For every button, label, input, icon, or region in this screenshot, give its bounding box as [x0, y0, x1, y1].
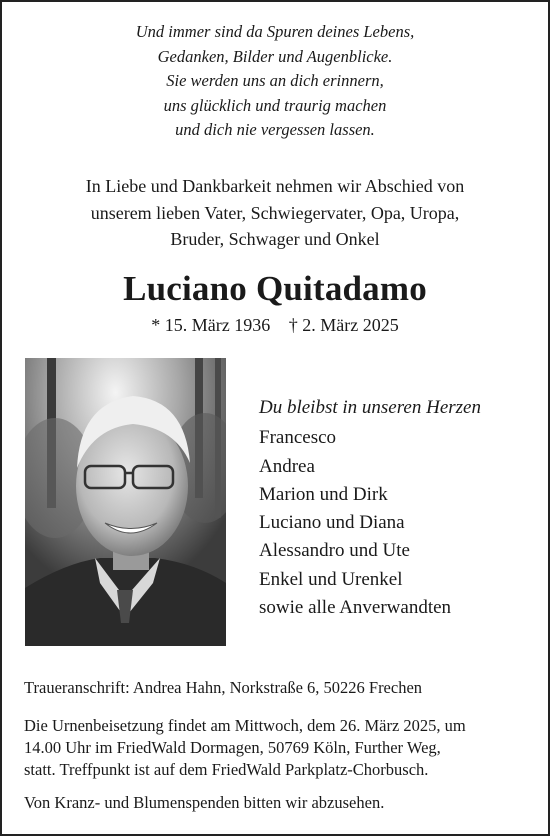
mourner-name: Alessandro und Ute: [259, 540, 410, 562]
mourner-name: Enkel und Urenkel: [259, 568, 403, 590]
urn-info-line: 14.00 Uhr im FriedWald Dormagen, 50769 Köln, Further Weg,: [24, 738, 441, 757]
urn-burial-info: [24, 715, 526, 781]
deceased-name: Luciano Quitadamo: [123, 269, 427, 308]
intro-line: unserem lieben Vater, Schwiegervater, Opa, Uropa,: [90, 202, 460, 223]
mourners-motto: Du bleibst in unseren Herzen: [259, 397, 481, 418]
mourner-name: Andrea: [259, 455, 315, 477]
birth-date: * 15. März 1936: [151, 315, 271, 335]
urn-info-line: statt. Treffpunkt ist auf dem FriedWald Parkplatz-Chorbusch.: [24, 760, 429, 779]
portrait-photo-illustration: [25, 358, 226, 646]
poem-line: Sie werden uns an dich erinnern,: [166, 71, 384, 90]
mourning-address: Traueranschrift: Andrea Hahn, Norkstraße 6, 50226 Frechen: [24, 678, 423, 697]
memorial-poem: [2, 20, 548, 143]
intro-line: In Liebe und Dankbarkeit nehmen wir Abschied von: [85, 176, 465, 196]
poem-line: Und immer sind da Spuren deines Lebens,: [135, 22, 415, 41]
mourners-list: [259, 394, 481, 622]
urn-info-line: Die Urnenbeisetzung findet am Mittwoch, dem 26. März 2025, um: [24, 716, 466, 735]
poem-line: Gedanken, Bilder und Augenblicke.: [157, 46, 393, 66]
life-dates: [2, 313, 548, 337]
farewell-intro: [2, 173, 548, 253]
poem-line: uns glücklich und traurig machen: [163, 95, 387, 115]
mourner-name: Marion und Dirk: [259, 483, 388, 505]
intro-line: Bruder, Schwager und Onkel: [170, 229, 380, 249]
flowers-request: Von Kranz- und Blumenspenden bitten wir abzusehen.: [24, 793, 385, 812]
portrait-photo: [25, 358, 226, 646]
mourner-name: sowie alle Anverwandten: [259, 597, 452, 619]
mourner-name: Luciano und Diana: [259, 512, 405, 534]
death-date: † 2. März 2025: [288, 315, 399, 335]
mourner-name: Francesco: [259, 427, 337, 449]
poem-line: und dich nie vergessen lassen.: [175, 120, 375, 139]
